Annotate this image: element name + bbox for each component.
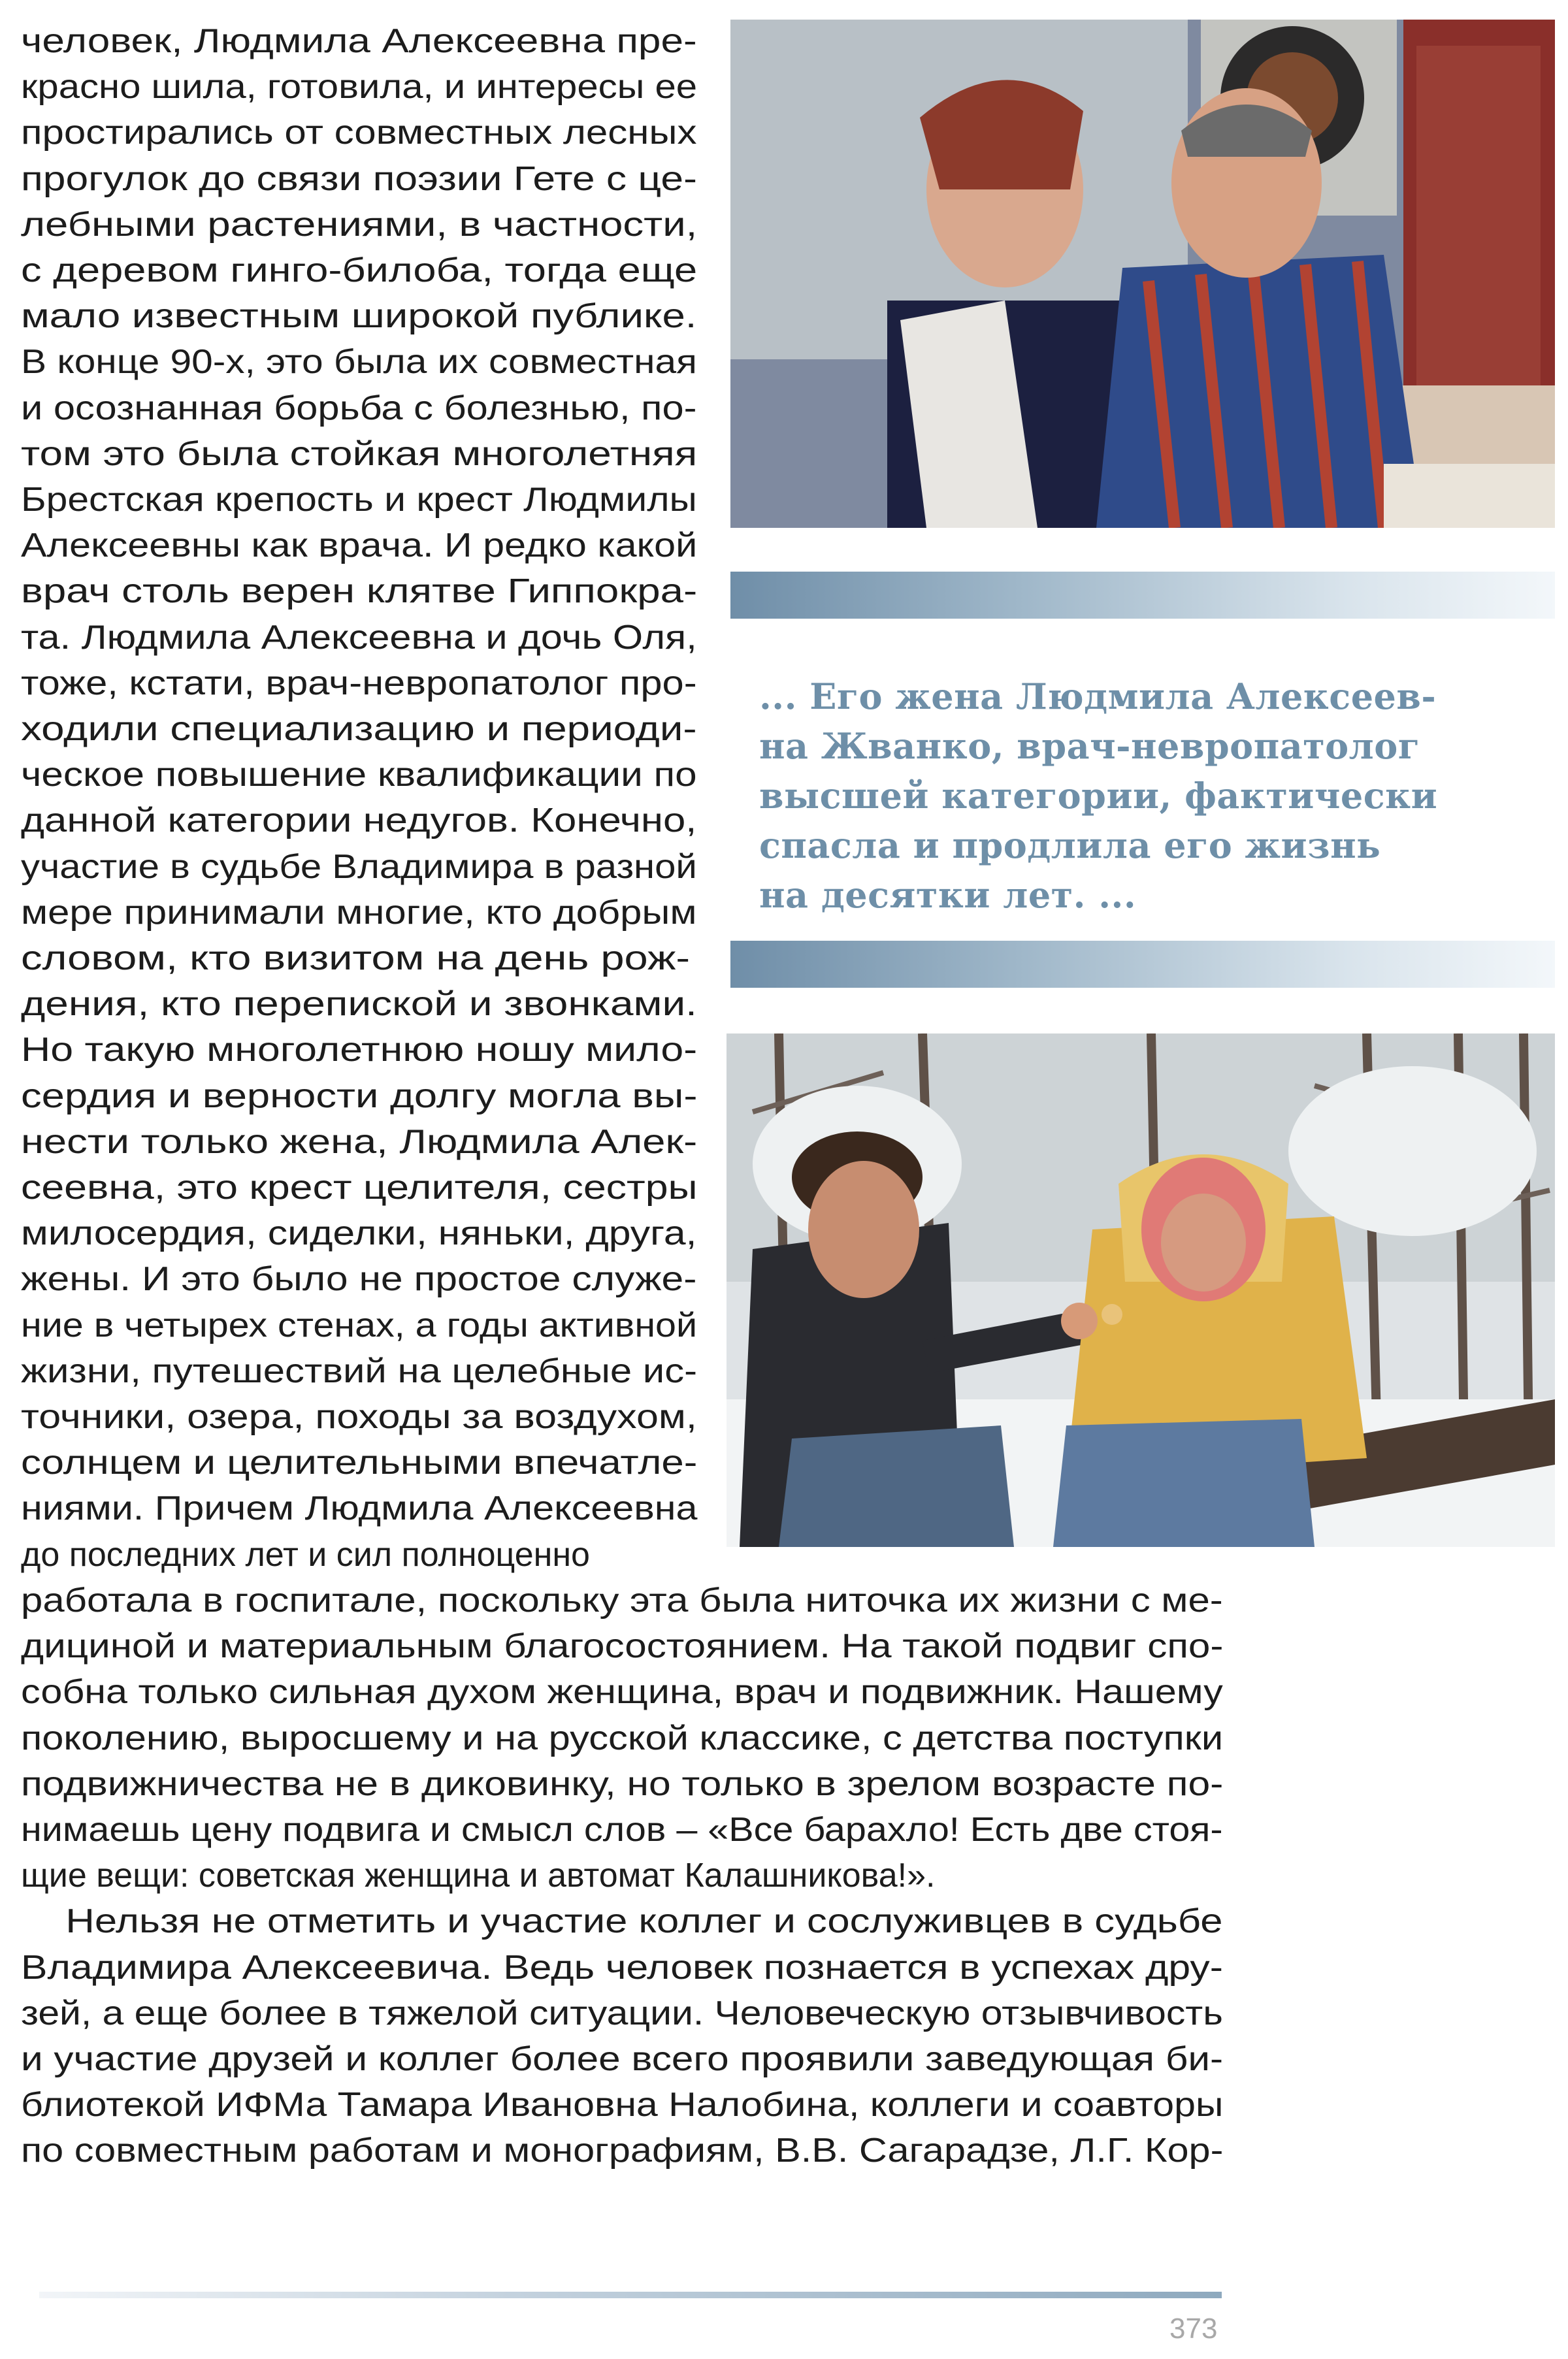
column-text-line: сеевна, это крест целителя, сестры bbox=[21, 1169, 698, 1207]
column-text-line: Брестская крепость и крест Людмилы bbox=[21, 481, 697, 519]
column-text-line: сердия и верности долгу могла вы- bbox=[21, 1077, 698, 1115]
column-text-line: простирались от совместных лесных bbox=[21, 114, 697, 152]
column-text-line: прогулок до связи поэзии Гете с це- bbox=[21, 159, 697, 198]
column-text-line: ниями. Причем Людмила Алексеевна bbox=[21, 1489, 698, 1528]
column-text-line: врач столь верен клятве Гиппокра- bbox=[21, 572, 698, 611]
column-text-line: дения, кто перепиской и звонками. bbox=[21, 985, 697, 1024]
full-width-text-line: по совместным работам и монографиям, В.В. Сагарадзе, Л.Г. Кор- bbox=[21, 2132, 1224, 2170]
full-width-text-line: работала в госпитале, поскольку эта была ниточка их жизни с ме- bbox=[21, 1582, 1223, 1619]
column-text-line: данной категории недугов. Конечно, bbox=[21, 802, 697, 840]
decorative-bar-top bbox=[730, 572, 1555, 619]
column-text-line: В конце 90-х, это была их совместная bbox=[21, 343, 697, 382]
full-width-text-line: подвижничества не в диковинку, но только в зрелом возрасте по- bbox=[21, 1765, 1224, 1803]
decorative-bar-bottom bbox=[730, 941, 1555, 988]
column-text-line: милосердия, сиделки, няньки, друга, bbox=[21, 1214, 697, 1253]
full-width-text-line: собна только сильная духом женщина, врач и подвижник. Нашему bbox=[21, 1673, 1223, 1712]
column-text-line: том это была стойкая многолетняя bbox=[21, 434, 698, 473]
column-text-line: жизни, путешествий на целебные ис- bbox=[21, 1352, 698, 1390]
column-text-line: участие в судьбе Владимира в разной bbox=[21, 847, 697, 886]
pull-quote-line: спасла и продлила его жизнь bbox=[759, 824, 1381, 866]
full-width-text-line: блиотекой ИФМа Тамара Ивановна Налобина, коллеги и соавторы bbox=[21, 2086, 1224, 2124]
column-text-line: солнцем и целительными впечатле- bbox=[21, 1444, 698, 1482]
column-text-line: нести только жена, Людмила Алек- bbox=[21, 1122, 698, 1161]
column-text-line: тоже, кстати, врач-невропатолог про- bbox=[21, 664, 697, 702]
photo-couple-winter-forest-image bbox=[727, 1033, 1555, 1547]
column-text-line: ческое повышение квалификации по bbox=[21, 756, 697, 794]
full-width-text-line: Нельзя не отметить и участие коллег и сослуживцев в судьбе bbox=[21, 1902, 1223, 1941]
pull-quote-line: ... Его жена Людмила Алексеев- bbox=[759, 675, 1437, 717]
column-text-line: ние в четырех стенах, а годы активной bbox=[21, 1306, 698, 1344]
footer-rule bbox=[39, 2292, 1222, 2298]
full-width-text-line: щие вещи: советская женщина и автомат Калашникова!». bbox=[21, 1857, 936, 1895]
column-text-line: красно шила, готовила, и интересы ее bbox=[21, 68, 698, 106]
column-text-line: та. Людмила Алексеевна и дочь Оля, bbox=[21, 618, 697, 657]
column-text-line: до последних лет и сил полноценно bbox=[21, 1535, 590, 1574]
page-number: 373 bbox=[1169, 2313, 1218, 2345]
full-width-text-line: Владимира Алексеевича. Ведь человек познается в успехах дру- bbox=[21, 1948, 1223, 1987]
full-width-text-line: нимаешь цену подвига и смысл слов – «Все барахло! Есть две стоя- bbox=[21, 1811, 1223, 1849]
pull-quote bbox=[759, 672, 1517, 920]
photo-couple-indoors bbox=[730, 20, 1555, 528]
column-text-line: Алексеевны как врача. И редко какой bbox=[21, 527, 698, 565]
column-text-line: с деревом гинго-билоба, тогда еще bbox=[21, 252, 698, 289]
photo-couple-indoors-image bbox=[730, 20, 1555, 528]
column-text-line: ходили специализацию и периоди- bbox=[21, 710, 697, 748]
full-width-text-line: дициной и материальным благосостоянием. На такой подвиг спо- bbox=[21, 1627, 1224, 1666]
pull-quote-line: на Жванко, врач-невропатолог bbox=[759, 725, 1420, 767]
pull-quote-line: высшей категории, фактически bbox=[759, 775, 1438, 817]
column-text-line: жены. И это было не простое служе- bbox=[21, 1260, 697, 1299]
column-text-line: лебными растениями, в частности, bbox=[21, 205, 698, 244]
column-text-line: точники, озера, походы за воздухом, bbox=[21, 1398, 697, 1436]
photo-couple-winter-forest bbox=[727, 1033, 1555, 1547]
column-text-line: и осознанная борьба с болезнью, по- bbox=[21, 389, 697, 427]
column-text-line: Но такую многолетнюю ношу мило- bbox=[21, 1031, 698, 1069]
column-text-line: человек, Людмила Алексеевна пре- bbox=[21, 22, 697, 60]
full-width-text-line: и участие друзей и коллег более всего проявили заведующая би- bbox=[21, 2040, 1224, 2078]
pull-quote-line: на десятки лет. ... bbox=[759, 874, 1137, 916]
column-text-line: мере принимали многие, кто добрым bbox=[21, 893, 697, 932]
full-width-text-line: зей, а еще более в тяжелой ситуации. Человеческую отзывчивость bbox=[21, 1994, 1223, 2032]
column-text-line: словом, кто визитом на день рож- bbox=[21, 939, 691, 977]
column-text-line: мало известным широкой публике. bbox=[21, 297, 697, 336]
full-width-text-line: поколению, выросшему и на русской классике, с детства поступки bbox=[21, 1719, 1224, 1757]
